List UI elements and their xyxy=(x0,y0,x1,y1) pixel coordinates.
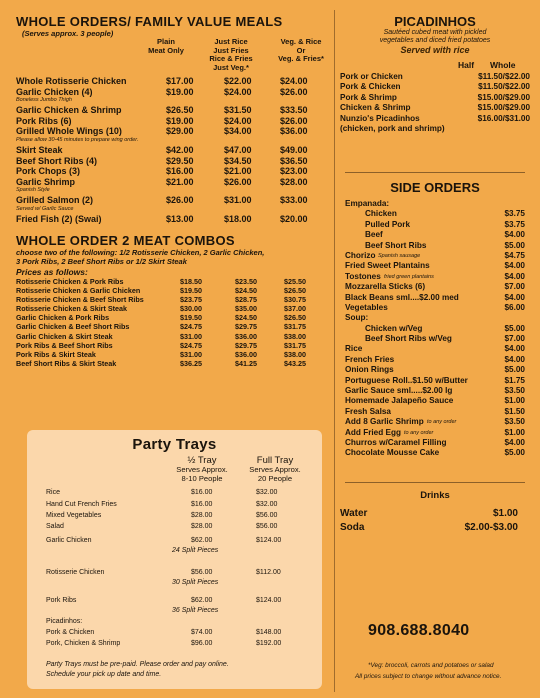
tray-full-price: $32.00 xyxy=(256,501,278,508)
col-half: Half xyxy=(458,60,475,70)
price-veg: $36.50 xyxy=(280,155,308,166)
side-item-extra: to any order xyxy=(427,419,457,426)
tray-full-price: $148.00 xyxy=(256,629,282,636)
picadinho-name: Pork & Shrimp xyxy=(340,92,397,102)
col-plain: Plain Meat Only xyxy=(148,37,184,55)
side-item-row xyxy=(345,438,525,448)
price-rice: $47.00 xyxy=(224,144,252,155)
picadinhos-list xyxy=(340,72,530,124)
trays-footer-2: Schedule your pick up date and time. xyxy=(46,671,162,678)
split-pieces: 36 Split Pieces xyxy=(172,607,219,614)
side-item-name: Add Fried Egg xyxy=(345,427,401,437)
menu-item-row xyxy=(16,126,334,137)
side-item-price: $1.75 xyxy=(504,375,525,385)
price-veg: $24.00 xyxy=(280,76,308,86)
price-rice: $21.00 xyxy=(224,166,252,177)
left-column xyxy=(16,14,334,368)
side-item-row xyxy=(345,293,525,303)
picadinho-name: Chicken & Shrimp xyxy=(340,103,411,113)
side-item-name: Beef xyxy=(365,230,383,240)
menu-item-row xyxy=(16,87,334,98)
combo-price-plain: $19.50 xyxy=(180,285,202,295)
side-item-price: $3.50 xyxy=(504,417,525,427)
item-note: Spanish Style xyxy=(16,187,50,194)
picadinho-row xyxy=(340,114,530,124)
picadinho-name: Nunzio's Picadinhos xyxy=(340,113,420,123)
item-name: Grilled Salmon (2) xyxy=(16,195,94,206)
combo-price-rice: $36.00 xyxy=(235,350,257,360)
price-plain: $26.00 xyxy=(166,195,194,206)
combo-price-plain: $36.25 xyxy=(180,359,202,369)
menu-item-row xyxy=(16,156,334,167)
menu-item-row xyxy=(16,195,334,206)
divider-1 xyxy=(345,172,525,173)
combo-row xyxy=(16,277,334,286)
price-rice: $24.00 xyxy=(224,115,252,126)
side-item-price: $3.75 xyxy=(504,219,525,229)
side-item-row xyxy=(345,251,525,261)
side-item-name: Fresh Salsa xyxy=(345,406,391,416)
item-name: Skirt Steak xyxy=(16,144,63,155)
price-rice: $26.00 xyxy=(224,176,252,187)
right-column xyxy=(340,14,530,135)
combo-price-rice: $23.50 xyxy=(235,276,257,286)
combo-price-rice: $29.75 xyxy=(235,322,257,332)
side-orders-title: SIDE ORDERS xyxy=(390,180,480,195)
whole-orders-column-headers xyxy=(16,38,334,76)
side-item-row xyxy=(345,220,525,230)
side-item-price: $5.00 xyxy=(504,323,525,333)
combo-name: Garlic Chicken & Pork Ribs xyxy=(16,313,110,323)
side-item-name: Chicken xyxy=(365,209,397,219)
full-tray-header: Full Tray Serves Approx. 20 People xyxy=(249,455,301,483)
side-item-name: Chorizo xyxy=(345,250,376,260)
side-item-row xyxy=(345,365,525,375)
price-plain: $16.00 xyxy=(166,166,194,177)
combo-row xyxy=(16,350,334,359)
picadinhos-served: Served with rice xyxy=(400,45,470,55)
side-item-name: Fried Sweet Plantains xyxy=(345,261,430,271)
price-plain: $21.00 xyxy=(166,176,194,187)
side-item-row xyxy=(345,334,525,344)
combos-desc-2: 3 Pork Ribs, 2 Beef Short Ribs or 1/2 Skirt Steak xyxy=(16,256,187,266)
side-item-price: $4.75 xyxy=(504,250,525,260)
price-veg: $20.00 xyxy=(280,213,308,224)
price-plain: $17.00 xyxy=(166,76,194,86)
tray-full-price: $56.00 xyxy=(256,523,278,530)
combo-price-rice: $24.50 xyxy=(235,285,257,295)
trays-footer-1: Party Trays must be pre-paid. Please order and pay online. xyxy=(46,661,229,668)
whole-orders-serves: (Serves approx. 3 people) xyxy=(22,29,114,38)
item-name: Pork Chops (3) xyxy=(16,166,81,177)
drinks-title: Drinks xyxy=(420,490,450,501)
price-veg: $26.00 xyxy=(280,115,308,126)
picadinho-row xyxy=(340,82,530,92)
combo-row xyxy=(16,295,334,304)
drink-row xyxy=(340,507,530,521)
tray-full-price: $56.00 xyxy=(256,512,278,519)
soup-label-text: Soup: xyxy=(345,313,369,323)
item-note: Served w/ Garlic Sauce xyxy=(16,205,74,212)
side-item-price: $4.00 xyxy=(504,271,525,281)
item-name: Garlic Chicken (4) xyxy=(16,86,93,97)
combo-price-rice: $24.50 xyxy=(235,313,257,323)
whole-orders-list xyxy=(16,76,334,225)
side-item-row xyxy=(345,355,525,365)
combo-price-veg: $37.00 xyxy=(284,304,306,314)
side-item-row xyxy=(345,282,525,292)
whole-orders-title: WHOLE ORDERS/ FAMILY VALUE MEALS xyxy=(16,14,283,29)
side-orders-section xyxy=(345,180,525,459)
combo-name: Garlic Chicken & Beef Short Ribs xyxy=(16,322,130,332)
picadinhos-tray-label: Picadinhos: xyxy=(46,618,83,625)
picadinho-row xyxy=(340,103,530,113)
price-plain: $26.50 xyxy=(166,105,194,116)
price-plain: $13.00 xyxy=(166,213,194,224)
col-whole: Whole xyxy=(490,60,516,70)
side-item-name: Rice xyxy=(345,344,363,354)
item-name: Fried Fish (2) (Swai) xyxy=(16,213,102,224)
combo-price-rice: $41.25 xyxy=(235,359,257,369)
tray-half-price: $56.00 xyxy=(191,569,213,576)
drinks-list xyxy=(340,507,530,535)
tray-item-name: Hand Cut French Fries xyxy=(46,501,117,508)
price-plain: $29.50 xyxy=(166,155,194,166)
divider-2 xyxy=(345,482,525,483)
item-name: Whole Rotisserie Chicken xyxy=(16,76,127,86)
side-item-row xyxy=(345,407,525,417)
combo-price-veg: $30.75 xyxy=(284,294,306,304)
tray-full-price: $112.00 xyxy=(256,569,281,576)
tray-item-name: Pork, Chicken & Shrimp xyxy=(46,640,121,647)
side-item-name: Beef Short Ribs w/Veg xyxy=(365,334,452,344)
combo-price-plain: $24.75 xyxy=(180,340,202,350)
combo-name: Pork Ribs & Beef Short Ribs xyxy=(16,340,113,350)
tray-half-price: $28.00 xyxy=(191,512,213,519)
combo-name: Pork Ribs & Skirt Steak xyxy=(16,350,96,360)
price-plain: $19.00 xyxy=(166,86,194,97)
side-item-name: Mozzarella Sticks (6) xyxy=(345,282,426,292)
col-veg: Veg. & Rice Or Veg. & Fries* xyxy=(278,37,324,64)
price-veg: $49.00 xyxy=(280,144,308,155)
tray-full-price: $32.00 xyxy=(256,489,278,496)
item-name: Pork Ribs (6) xyxy=(16,115,72,126)
drink-price: $1.00 xyxy=(492,508,518,519)
side-item-price: $5.00 xyxy=(504,365,525,375)
side-item-price: $4.00 xyxy=(504,261,525,271)
combo-row xyxy=(16,304,334,313)
side-item-extra: fried green plantains xyxy=(384,273,434,280)
price-veg: $33.00 xyxy=(280,195,308,206)
combo-price-plain: $30.00 xyxy=(180,304,202,314)
combo-row xyxy=(16,322,334,331)
item-name: Beef Short Ribs (4) xyxy=(16,155,98,166)
side-item-row xyxy=(345,386,525,396)
drink-name: Water xyxy=(340,508,368,519)
picadinho-name: Pork or Chicken xyxy=(340,72,403,81)
side-item-row xyxy=(345,396,525,406)
picadinho-price: $11.50/$22.00 xyxy=(478,82,530,92)
side-item-row xyxy=(345,303,525,313)
price-veg: $33.50 xyxy=(280,105,308,116)
combo-price-plain: $24.75 xyxy=(180,322,202,332)
picadinho-row xyxy=(340,93,530,103)
menu-item-row xyxy=(16,214,334,225)
price-rice: $31.50 xyxy=(224,105,252,116)
side-item-row xyxy=(345,230,525,240)
price-rice: $34.50 xyxy=(224,155,252,166)
side-item-name: Add 8 Garlic Shrimp xyxy=(345,417,424,427)
side-item-row xyxy=(345,417,525,427)
combo-price-veg: $43.25 xyxy=(284,359,306,369)
side-item-price: $4.00 xyxy=(504,230,525,240)
footnote-prices: All prices subject to change without advance notice. xyxy=(355,673,502,680)
item-name: Grilled Whole Wings (10) xyxy=(16,126,122,137)
price-rice: $34.00 xyxy=(224,126,252,137)
drink-name: Soda xyxy=(340,522,365,533)
side-orders-list xyxy=(345,209,525,458)
side-item-row xyxy=(345,261,525,271)
combo-price-rice: $29.75 xyxy=(235,340,257,350)
combo-price-veg: $26.50 xyxy=(284,313,306,323)
price-veg: $28.00 xyxy=(280,176,308,187)
split-pieces: 30 Split Pieces xyxy=(172,579,219,586)
menu-item-row xyxy=(16,177,334,188)
picadinhos-col-headers xyxy=(340,56,530,72)
empanada-label: Empanada: xyxy=(345,199,390,208)
picadinho-price: $11.50/$22.00 xyxy=(478,72,530,81)
side-item-price: $4.00 xyxy=(504,344,525,354)
price-veg: $23.00 xyxy=(280,166,308,177)
side-item-row xyxy=(345,376,525,386)
tray-item-name: Rotisserie Chicken xyxy=(46,569,105,576)
drink-price: $2.00-$3.00 xyxy=(464,522,518,533)
combo-price-veg: $38.00 xyxy=(284,350,306,360)
price-rice: $18.00 xyxy=(224,213,252,224)
tray-item-name: Mixed Vegetables xyxy=(46,512,102,519)
combo-price-rice: $35.00 xyxy=(235,304,257,314)
combo-price-plain: $23.75 xyxy=(180,294,202,304)
combo-name: Garlic Chicken & Skirt Steak xyxy=(16,331,113,341)
combos-prices-label: Prices as follows: xyxy=(16,266,88,277)
combo-row xyxy=(16,359,334,368)
picadinho-price: $15.00/$29.00 xyxy=(477,92,530,102)
tray-half-price: $16.00 xyxy=(191,489,213,496)
combos-title: WHOLE ORDER 2 MEAT COMBOS xyxy=(16,232,235,248)
side-item-price: $3.50 xyxy=(504,386,525,396)
side-item-name: Churros w/Caramel Filling xyxy=(345,437,447,447)
side-item-row xyxy=(345,428,525,438)
side-item-name: Beef Short Ribs xyxy=(365,240,427,250)
side-item-price: $4.00 xyxy=(504,354,525,364)
side-item-price: $5.00 xyxy=(504,448,525,458)
side-item-name: Chicken w/Veg xyxy=(365,323,423,333)
item-name: Garlic Chicken & Shrimp xyxy=(16,105,122,116)
side-item-row xyxy=(345,324,525,334)
tray-half-price: $62.00 xyxy=(191,597,213,604)
side-item-price: $5.00 xyxy=(504,240,525,250)
side-item-name: Portuguese Roll..$1.50 w/Butter xyxy=(345,375,468,385)
price-rice: $31.00 xyxy=(224,195,252,206)
combo-price-rice: $36.00 xyxy=(235,331,257,341)
column-divider xyxy=(334,10,335,692)
tray-item-name: Garlic Chicken xyxy=(46,537,92,544)
combo-name: Rotisserie Chicken & Beef Short Ribs xyxy=(16,294,144,304)
col-rice: Just Rice Just Fries Rice & Fries Just Veg.* xyxy=(209,37,253,72)
price-veg: $26.00 xyxy=(280,86,308,97)
combo-price-plain: $19.50 xyxy=(180,313,202,323)
combo-price-rice: $28.75 xyxy=(235,294,257,304)
combo-name: Rotisserie Chicken & Skirt Steak xyxy=(16,304,128,314)
tray-item-name: Rice xyxy=(46,489,61,496)
combo-row xyxy=(16,286,334,295)
combos-desc-1: choose two of the following: 1/2 Rotisserie Chicken, 2 Garlic Chicken, xyxy=(16,247,265,257)
combo-price-veg: $25.50 xyxy=(284,276,306,286)
picadinhos-title: PICADINHOS xyxy=(394,14,476,29)
side-item-row xyxy=(345,209,525,219)
combo-row xyxy=(16,332,334,341)
side-item-name: Garlic Sauce sml.....$2.00 lg xyxy=(345,386,453,396)
combo-price-veg: $38.00 xyxy=(284,331,306,341)
side-item-name: Chocolate Mousse Cake xyxy=(345,448,440,458)
combo-price-veg: $31.75 xyxy=(284,340,306,350)
picadinho-name: Pork & Chicken xyxy=(340,82,401,92)
combos-list xyxy=(16,277,334,369)
nunzio-note: (chicken, pork and shrimp) xyxy=(340,123,445,133)
item-note: Boneless Jumbo Thigh xyxy=(16,97,72,104)
phone-number: 908.688.8040 xyxy=(368,622,470,639)
menu-item-row xyxy=(16,116,334,127)
side-item-price: $6.00 xyxy=(504,302,525,312)
combo-price-veg: $26.50 xyxy=(284,285,306,295)
side-item-price: $1.00 xyxy=(504,427,525,437)
side-item-name: Onion Rings xyxy=(345,365,394,375)
soup-label xyxy=(345,313,525,323)
party-trays-title: Party Trays xyxy=(132,436,217,453)
side-item-name: Tostones xyxy=(345,271,381,281)
picadinho-price: $16.00/$31.00 xyxy=(477,113,530,123)
menu-item-row xyxy=(16,105,334,116)
side-item-row xyxy=(345,272,525,282)
combo-price-plain: $31.00 xyxy=(180,331,202,341)
item-name: Garlic Shrimp xyxy=(16,176,76,187)
combo-row xyxy=(16,313,334,322)
menu-item-row xyxy=(16,145,334,156)
drink-row xyxy=(340,521,530,535)
price-plain: $29.00 xyxy=(166,126,194,137)
side-item-price: $4.00 xyxy=(504,437,525,447)
side-item-price: $3.75 xyxy=(504,209,525,219)
tray-item-name: Pork Ribs xyxy=(46,597,77,604)
combo-price-veg: $31.75 xyxy=(284,322,306,332)
tray-item-name: Pork & Chicken xyxy=(46,629,95,636)
side-item-price: $7.00 xyxy=(504,334,525,344)
combo-name: Rotisserie Chicken & Garlic Chicken xyxy=(16,285,141,295)
tray-half-price: $62.00 xyxy=(191,537,213,544)
side-item-row xyxy=(345,241,525,251)
footnote-veg: *Veg: broccoli, carrots and potatoes or salad xyxy=(368,662,494,669)
side-item-name: Black Beans sml....$2.00 med xyxy=(345,292,459,302)
combo-name: Beef Short Ribs & Skirt Steak xyxy=(16,359,117,369)
split-pieces: 24 Split Pieces xyxy=(172,547,219,554)
side-item-extra: Spanish sausage xyxy=(378,252,421,259)
picadinhos-desc-2: vegetables and diced fried potatoes xyxy=(379,37,491,44)
tray-full-price: $124.00 xyxy=(256,537,282,544)
price-rice: $24.00 xyxy=(224,86,252,97)
tray-full-price: $124.00 xyxy=(256,597,282,604)
price-rice: $22.00 xyxy=(224,76,252,86)
tray-half-price: $28.00 xyxy=(191,523,213,530)
side-item-extra: to any order xyxy=(404,429,434,436)
side-item-row xyxy=(345,448,525,458)
picadinho-row xyxy=(340,72,530,82)
item-note: Please allow 30-45 minutes to prepare wing order. xyxy=(16,136,139,143)
tray-item-name: Salad xyxy=(46,523,64,530)
menu-item-row xyxy=(16,166,334,177)
tray-full-price: $192.00 xyxy=(256,640,282,647)
picadinho-price: $15.00/$29.00 xyxy=(477,103,530,113)
combo-name: Rotisserie Chicken & Pork Ribs xyxy=(16,276,124,286)
tray-half-price: $74.00 xyxy=(191,629,213,636)
price-plain: $42.00 xyxy=(166,144,194,155)
picadinhos-desc-1: Sautéed cubed meat with pickled xyxy=(383,29,487,36)
party-trays-box xyxy=(27,430,322,689)
side-item-price: $1.50 xyxy=(504,406,525,416)
price-plain: $19.00 xyxy=(166,115,194,126)
price-veg: $36.00 xyxy=(280,126,308,137)
side-item-price: $1.00 xyxy=(504,396,525,406)
side-item-name: Vegetables xyxy=(345,302,388,312)
combo-price-plain: $31.00 xyxy=(180,350,202,360)
side-item-name: French Fries xyxy=(345,354,395,364)
side-item-row xyxy=(345,344,525,354)
half-tray-header: ½ Tray Serves Approx. 8-10 People xyxy=(176,455,228,483)
side-item-price: $4.00 xyxy=(504,292,525,302)
tray-half-price: $16.00 xyxy=(191,501,213,508)
tray-half-price: $96.00 xyxy=(191,640,213,647)
combo-row xyxy=(16,341,334,350)
combo-price-plain: $18.50 xyxy=(180,276,202,286)
side-item-name: Pulled Pork xyxy=(365,219,411,229)
drinks-section xyxy=(340,490,530,535)
menu-item-row xyxy=(16,76,334,87)
side-item-name: Homemade Jalapeño Sauce xyxy=(345,396,454,406)
side-item-price: $7.00 xyxy=(504,282,525,292)
